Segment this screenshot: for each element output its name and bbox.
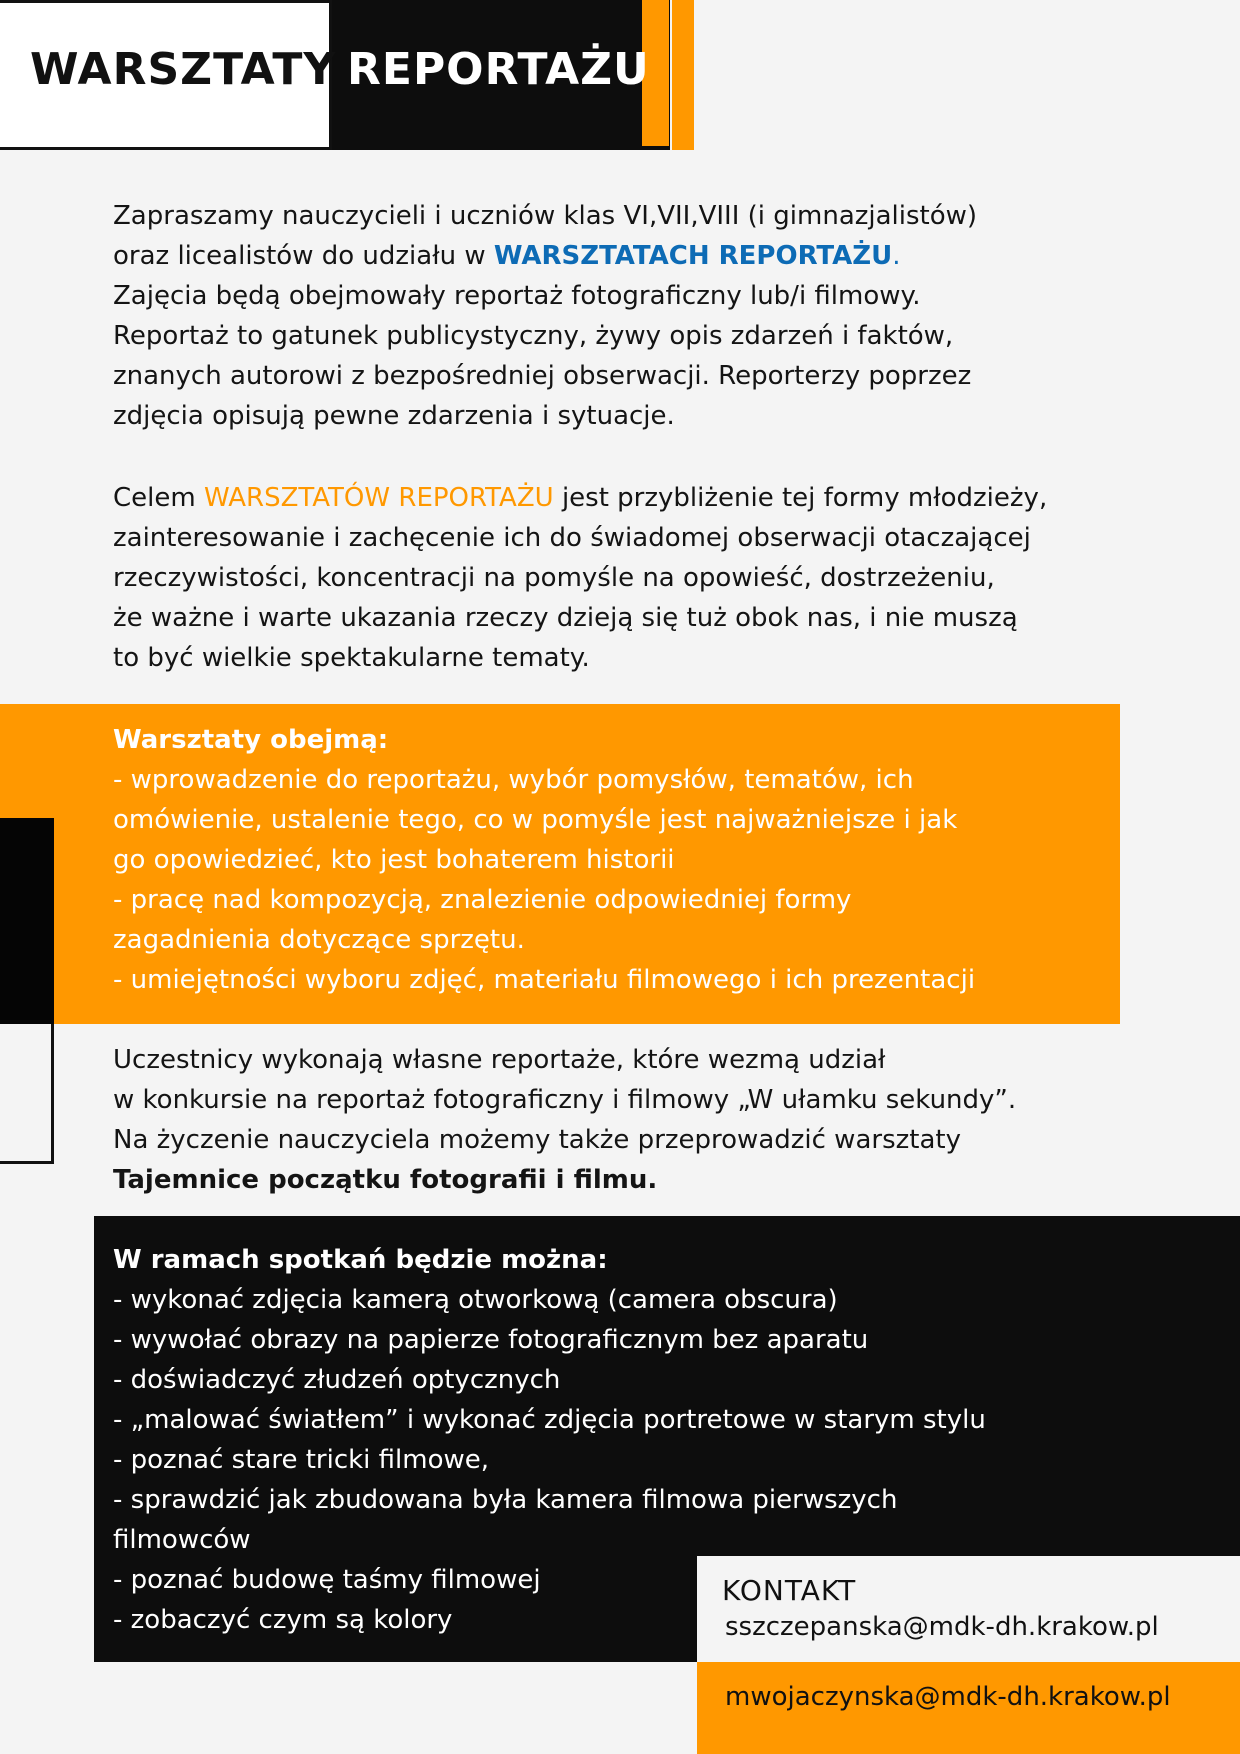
- scope-heading: Warsztaty obejmą:: [113, 725, 389, 755]
- participants-line: Uczestnicy wykonają własne reportaże, które wezmą udział: [113, 1045, 886, 1075]
- contact-box: [697, 1556, 1240, 1662]
- meetings-item: filmowców: [113, 1525, 251, 1555]
- workshop-name-highlight-orange: WARSZTATÓW REPORTAŻU: [203, 483, 554, 513]
- meetings-item: - doświadczyć złudzeń optycznych: [113, 1365, 561, 1395]
- title-accent-edge: [672, 0, 694, 150]
- goal-text: jest przybliżenie tej formy młodzieży,: [553, 483, 1048, 513]
- scope-list: [113, 720, 1113, 1000]
- intro-period: .: [892, 241, 901, 271]
- contact-title: KONTAKT: [722, 1574, 857, 1607]
- intro-line: Zapraszamy nauczycieli i uczniów klas VI,VII,VIII (i gimnazjalistów): [113, 201, 978, 231]
- title-word-reportage: REPORTAŻU: [347, 44, 650, 95]
- intro-paragraph: [113, 196, 1153, 436]
- goal-line: że ważne i warte ukazania rzeczy dzieją się tuż obok nas, i nie muszą: [113, 603, 1018, 633]
- intro-line: znanych autorowi z bezpośredniej obserwacji. Reporterzy poprzez: [113, 361, 972, 391]
- meetings-item: - „malować światłem” i wykonać zdjęcia portretowe w starym stylu: [113, 1405, 986, 1435]
- participants-paragraph: [113, 1040, 1153, 1200]
- scope-item: - wprowadzenie do reportażu, wybór pomysłów, tematów, ich: [113, 765, 914, 795]
- workshop-title-bold: Tajemnice początku fotografii i filmu.: [113, 1165, 658, 1195]
- meetings-item: - sprawdzić jak zbudowana była kamera filmowa pierwszych: [113, 1485, 898, 1515]
- meetings-item: - poznać stare tricki filmowe,: [113, 1445, 490, 1475]
- goal-paragraph: [113, 478, 1153, 678]
- goal-text: Celem: [113, 483, 204, 513]
- meetings-item: - wykonać zdjęcia kamerą otworkową (camera obscura): [113, 1285, 838, 1315]
- goal-line: zainteresowanie i zachęcenie ich do świadomej obserwacji otaczającej: [113, 523, 1031, 553]
- title-word-workshops: WARSZTATY: [30, 44, 337, 95]
- scope-item: zagadnienia dotyczące sprzętu.: [113, 925, 525, 955]
- scope-item: - umiejętności wyboru zdjęć, materiału filmowego i ich prezentacji: [113, 965, 976, 995]
- side-black-bar: [0, 818, 54, 1024]
- intro-line: [113, 236, 1153, 276]
- goal-line: [113, 478, 1153, 518]
- participants-line: Na życzenie nauczyciela możemy także przeprowadzić warsztaty: [113, 1125, 961, 1155]
- contact-email-link[interactable]: mwojaczynska@mdk-dh.krakow.pl: [725, 1682, 1171, 1712]
- workshop-name-highlight: WARSZTATACH REPORTAŻU: [493, 241, 893, 271]
- meetings-item: - wywołać obrazy na papierze fotograficznym bez aparatu: [113, 1325, 869, 1355]
- participants-line: w konkursie na reportaż fotograficzny i filmowy „W ułamku sekundy”.: [113, 1085, 1017, 1115]
- meetings-heading: W ramach spotkań będzie można:: [113, 1245, 608, 1275]
- meetings-item: - poznać budowę taśmy filmowej: [113, 1565, 541, 1595]
- scope-item: go opowiedzieć, kto jest bohaterem historii: [113, 845, 675, 875]
- intro-line: zdjęcia opisują pewne zdarzenia i sytuacje.: [113, 401, 675, 431]
- scope-item: omówienie, ustalenie tego, co w pomyśle jest najważniejsze i jak: [113, 805, 958, 835]
- intro-text: oraz licealistów do udziału w: [113, 241, 494, 271]
- intro-line: Reportaż to gatunek publicystyczny, żywy opis zdarzeń i faktów,: [113, 321, 954, 351]
- scope-item: - pracę nad kompozycją, znalezienie odpowiedniej formy: [113, 885, 852, 915]
- goal-line: rzeczywistości, koncentracji na pomyśle na opowieść, dostrzeżeniu,: [113, 563, 995, 593]
- intro-line: Zajęcia będą obejmowały reportaż fotograficzny lub/i filmowy.: [113, 281, 921, 311]
- goal-line: to być wielkie spektakularne tematy.: [113, 643, 590, 673]
- meetings-item: - zobaczyć czym są kolory: [113, 1605, 453, 1635]
- contact-email-link[interactable]: sszczepanska@mdk-dh.krakow.pl: [725, 1612, 1159, 1642]
